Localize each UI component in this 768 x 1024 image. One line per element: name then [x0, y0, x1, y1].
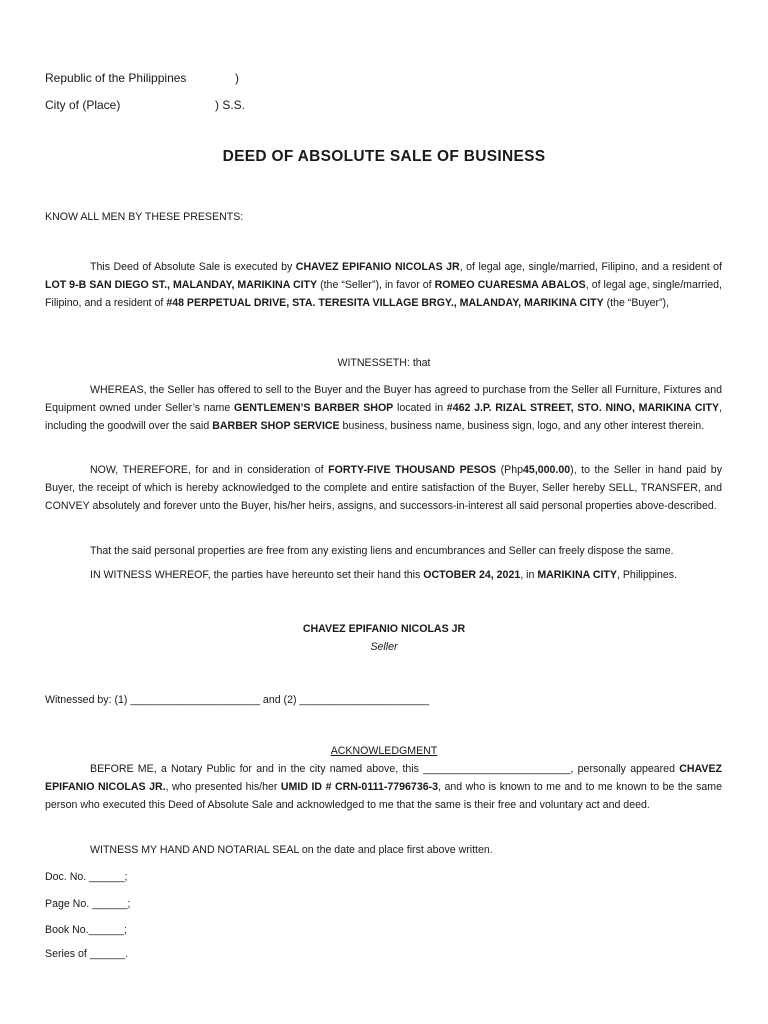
paragraph-consideration: NOW, THEREFORE, for and in consideration of FORTY-FIVE THOUSAND PESOS (Php45,000.00), to the Seller in hand paid by Buyer, the receipt of which is hereby acknowledged to the complete and entire satisfaction of the Buyer, Seller hereby SELL, TRANSFER, and CONVEY absolutely and forever unto the Buyer, his/her heirs, assigns, and successors-in-interest all said personal properties above-described.	[45, 464, 722, 512]
ack-id-number: UMID ID # CRN-0111-7796736-3	[280, 781, 439, 793]
paragraph-liens: That the said personal properties are free from any existing liens and encumbrances and Seller can freely dispose the same.	[90, 545, 674, 557]
intro-line: KNOW ALL MEN BY THESE PRESENTS:	[45, 211, 244, 223]
amount-words: FORTY-FIVE THOUSAND PESOS	[328, 464, 497, 476]
buyer-name: ROMEO CUARESMA ABALOS	[434, 279, 586, 291]
venue-city: City of (Place)	[45, 98, 121, 112]
ack-appearer-name: CHAVEZ EPIFANIO NICOLAS JR.	[45, 763, 722, 793]
series-number: Series of ______.	[45, 948, 129, 960]
paragraph-whereas: WHEREAS, the Seller has offered to sell to the Buyer and the Buyer has agreed to purchase from the Seller all Furniture, Fixtures and Equipment owned under Seller’s name GENTLEMEN’S BARBER SHOP located in #462 J.P. RIZAL STREET, STO. NINO, MARIKINA CITY, including the goodwill over the said BARBER SHOP SERVICE business, business name, business sign, logo, and any other interest therein.	[45, 384, 722, 432]
venue-paren-1: )	[235, 71, 239, 85]
page-number: Page No. ______;	[45, 898, 131, 910]
signatory-role: Seller	[370, 641, 398, 653]
acknowledgment-heading: ACKNOWLEDGMENT	[330, 745, 438, 757]
document-title: DEED OF ABSOLUTE SALE OF BUSINESS	[222, 148, 546, 165]
seller-address: LOT 9-B SAN DIEGO ST., MALANDAY, MARIKINA CITY	[45, 279, 318, 291]
doc-number: Doc. No. ______;	[45, 871, 128, 883]
signatory-name: CHAVEZ EPIFANIO NICOLAS JR	[302, 623, 466, 635]
amount-number: 45,000.00	[523, 464, 571, 476]
venue-republic: Republic of the Philippines	[45, 71, 187, 85]
execution-date: OCTOBER 24, 2021	[423, 569, 521, 581]
shop-address: #462 J.P. RIZAL STREET, STO. NINO, MARIKINA CITY	[446, 402, 720, 414]
venue-paren-2: ) S.S.	[215, 98, 246, 112]
witnesseth-heading: WITNESSETH: that	[337, 357, 431, 369]
execution-place: MARIKINA CITY	[537, 569, 617, 581]
paragraph-in-witness: IN WITNESS WHEREOF, the parties have hereunto set their hand this OCTOBER 24, 2021, in MARIKINA CITY, Philippines.	[90, 569, 678, 581]
notarial-seal-line: WITNESS MY HAND AND NOTARIAL SEAL on the date and place first above written.	[90, 844, 493, 856]
shop-name: GENTLEMEN’S BARBER SHOP	[233, 402, 394, 414]
paragraph-acknowledgment: BEFORE ME, a Notary Public for and in the city named above, this _________________________, personally appeared CHAVEZ EPIFANIO NICOLAS JR., who presented his/her UMID ID # CRN-0111-7796736-3, and who is known to me and to me known to be the same person who executed this Deed of Absolute Sale and acknowledged to me that the same is their free and voluntary act and deed.	[45, 763, 722, 811]
seller-name: CHAVEZ EPIFANIO NICOLAS JR	[295, 261, 460, 273]
paragraph-parties: This Deed of Absolute Sale is executed by CHAVEZ EPIFANIO NICOLAS JR, of legal age, single/married, Filipino, and a resident of LOT 9-B SAN DIEGO ST., MALANDAY, MARIKINA CITY (the “Seller”), in favor of ROMEO CUARESMA ABALOS, of legal age, single/married, Filipino, and a resident of #48 PERPETUAL DRIVE, STA. TERESITA VILLAGE BRGY., MALANDAY, MARIKINA CITY (the “Buyer”),	[45, 261, 722, 309]
book-number: Book No.______;	[45, 924, 127, 936]
witnessed-by-line: Witnessed by: (1) ______________________ and (2) ______________________	[45, 694, 430, 706]
shop-service: BARBER SHOP SERVICE	[212, 420, 340, 432]
buyer-address: #48 PERPETUAL DRIVE, STA. TERESITA VILLAGE BRGY., MALANDAY, MARIKINA CITY	[166, 297, 604, 309]
